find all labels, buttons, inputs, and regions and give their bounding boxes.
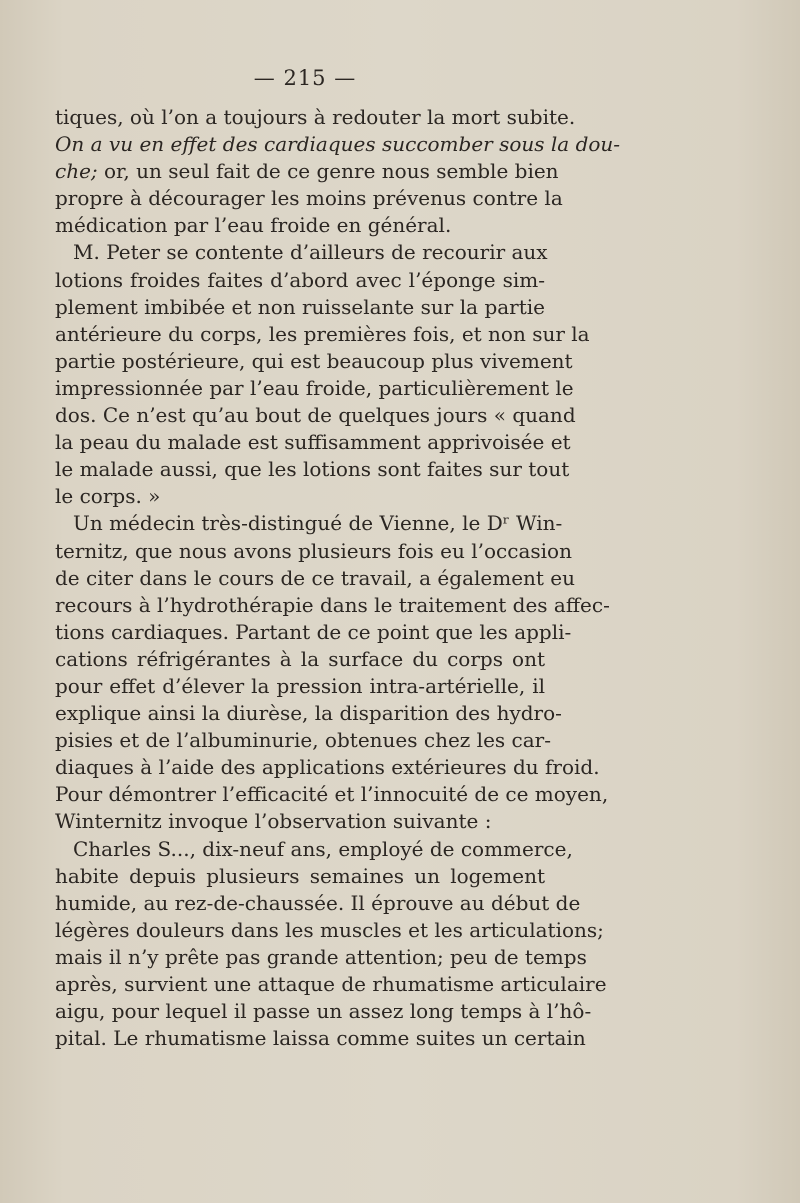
text-run: explique ainsi la diurèse, la disparition des hydro- bbox=[55, 701, 562, 726]
text-line bbox=[55, 971, 607, 998]
text-run: de citer dans le cours de ce travail, a également eu bbox=[55, 565, 576, 590]
text-line bbox=[55, 212, 545, 239]
text-run: partie postérieure, qui est beaucoup plus vivement bbox=[55, 348, 573, 373]
text-run: or, un seul fait de ce genre nous semble bien bbox=[97, 159, 559, 184]
text-line bbox=[55, 375, 574, 402]
text-line bbox=[55, 727, 551, 754]
text-run: pital. Le rhumatisme laissa comme suites un certain bbox=[55, 1026, 586, 1051]
text-line bbox=[55, 565, 576, 592]
text-run: lotions froides faites d’abord avec l’éponge sim- bbox=[55, 267, 545, 292]
text-line bbox=[55, 510, 563, 537]
text-run: recours à l’hydrothérapie dans le traitement des affec- bbox=[55, 592, 610, 617]
text-run: après, survient une attaque de rhumatisme articulaire bbox=[55, 972, 607, 996]
text-line bbox=[55, 483, 545, 510]
text-line bbox=[55, 646, 545, 673]
text-run: dos. Ce n’est qu’au bout de quelques jours « quand bbox=[55, 403, 576, 428]
text-line bbox=[55, 836, 573, 863]
body-text bbox=[55, 104, 621, 1052]
text-line bbox=[55, 917, 604, 944]
text-run: humide, au rez-de-chaussée. Il éprouve au début de bbox=[55, 890, 581, 915]
text-line bbox=[55, 754, 600, 781]
text-line bbox=[55, 781, 609, 808]
text-line bbox=[55, 348, 573, 375]
text-run: On a vu en effet des cardiaques succomber sous la dou- bbox=[55, 132, 621, 157]
text-run: pisies et de l’albuminurie, obtenues chez les car- bbox=[55, 728, 551, 753]
page-number: — 215 — bbox=[253, 66, 357, 90]
text-run: habite depuis plusieurs semaines un logement bbox=[55, 863, 545, 888]
text-run: la peau du malade est suffisamment apprivoisée et bbox=[55, 430, 571, 455]
text-line bbox=[55, 267, 545, 294]
text-run: diaques à l’aide des applications extérieures du froid. bbox=[55, 755, 600, 780]
text-run: aigu, pour lequel il passe un assez long temps à l’hô- bbox=[55, 999, 592, 1024]
text-line bbox=[55, 619, 572, 646]
text-line bbox=[55, 402, 576, 429]
text-line bbox=[55, 592, 610, 619]
text-run: impressionnée par l’eau froide, particulièrement le bbox=[55, 375, 574, 400]
text-line bbox=[55, 998, 592, 1025]
text-line bbox=[55, 104, 576, 131]
text-line bbox=[55, 185, 563, 212]
text-line bbox=[55, 321, 590, 348]
text-line bbox=[55, 863, 545, 890]
text-run: tions cardiaques. Partant de ce point que les appli- bbox=[55, 619, 572, 644]
text-line bbox=[55, 239, 548, 266]
text-run: ternitz, que nous avons plusieurs fois eu l’occasion bbox=[55, 538, 572, 563]
text-line bbox=[55, 131, 621, 158]
text-line bbox=[55, 700, 562, 727]
italic-run: che; bbox=[55, 159, 98, 184]
text-run: Pour démontrer l’efficacité et l’innocuité de ce moyen, bbox=[55, 782, 609, 807]
text-run: antérieure du corps, les premières fois, et non sur la bbox=[55, 321, 590, 346]
text-line bbox=[55, 158, 559, 185]
text-run: Winternitz invoque l’observation suivante : bbox=[55, 809, 492, 834]
text-line bbox=[55, 429, 571, 456]
text-line bbox=[55, 294, 545, 321]
text-run: tiques, où l’on a toujours à redouter la mort subite. bbox=[55, 105, 576, 129]
text-run: plement imbibée et non ruisselante sur la partie bbox=[55, 294, 545, 319]
text-line bbox=[55, 538, 572, 565]
text-line bbox=[55, 1025, 586, 1052]
text-line bbox=[55, 890, 581, 917]
text-line bbox=[55, 673, 545, 700]
text-run: pour effet d’élever la pression intra-artérielle, il bbox=[55, 673, 545, 698]
text-line bbox=[55, 944, 587, 971]
text-run: légères douleurs dans les muscles et les articulations; bbox=[55, 917, 604, 942]
text-run: propre à décourager les moins prévenus contre la bbox=[55, 186, 563, 211]
text-run: le malade aussi, que les lotions sont faites sur tout bbox=[55, 457, 570, 482]
text-run: M. Peter se contente d’ailleurs de recourir aux bbox=[73, 240, 548, 265]
text-run: Charles S..., dix-neuf ans, employé de commerce, bbox=[73, 836, 573, 861]
text-line bbox=[55, 808, 545, 835]
text-run: médication par l’eau froide en général. bbox=[55, 213, 452, 238]
text-run: cations réfrigérantes à la surface du corps ont bbox=[55, 646, 545, 671]
text-run: Un médecin très-distingué de Vienne, le Dʳ Win- bbox=[73, 511, 563, 536]
text-run: mais il n’y prête pas grande attention; peu de temps bbox=[55, 944, 587, 969]
text-line bbox=[55, 456, 570, 483]
text-run: le corps. » bbox=[55, 484, 161, 509]
